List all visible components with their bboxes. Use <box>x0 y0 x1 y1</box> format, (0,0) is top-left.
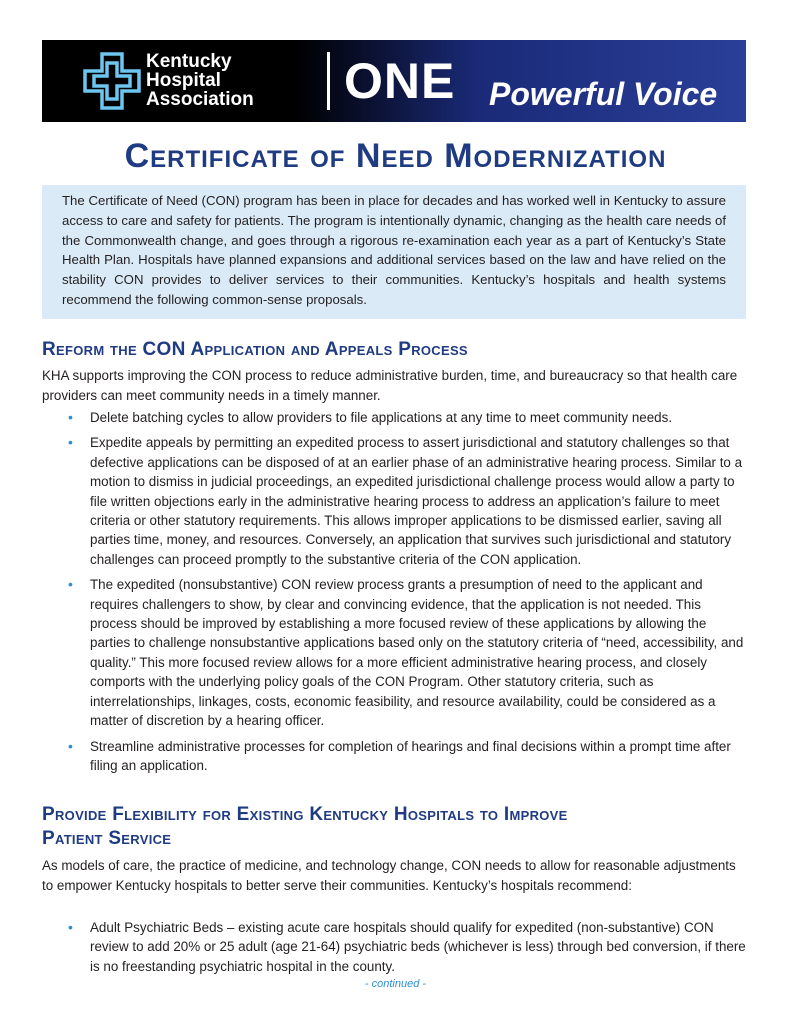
section-heading-reform: Reform the CON Application and Appeals Process <box>42 339 468 360</box>
list-item <box>42 575 746 730</box>
header-banner <box>42 40 746 122</box>
list-item-text: Adult Psychiatric Beds – existing acute care hospitals should qualify for expedited (non-substantive) CON review to add 20% or 25 adult (age 21-64) psychiatric beds (whichever is less) through bed conversion, if there is no freestanding psychiatric hospital in the county. <box>90 920 746 974</box>
section-heading-line-1: Provide Flexibility for Existing Kentucky Hospitals to Improve <box>42 804 568 825</box>
page-title: Certificate of Need Modernization <box>124 137 667 175</box>
logo-line-2: Hospital <box>146 70 221 91</box>
list-item-text: Streamline administrative processes for completion of hearings and final decisions within a prompt time after filing an application. <box>90 738 731 773</box>
section-lead-reform: KHA supports improving the CON process to reduce administrative burden, time, and bureaucracy so that health care providers can meet community needs in a timely manner. <box>42 368 738 403</box>
list-item <box>42 433 746 569</box>
list-item <box>42 918 746 976</box>
banner-divider <box>327 52 330 110</box>
intro-text: The Certificate of Need (CON) program has been in place for decades and has worked well in Kentucky to assure access to care and safety for patients. The program is intentionally dynamic, changing as the health care needs of the Commonwealth change, and goes through a rigorous re-examination each year as a part of Kentucky’s State Health Plan. Hospitals have planned expansions and additional services based on the law and have relied on the stability CON provides to deliver services to their communities. Kentucky’s hospitals and health systems recommend the following common-sense proposals. <box>62 193 726 307</box>
bullet-icon: • <box>68 409 73 425</box>
list-item-text: Delete batching cycles to allow providers to file applications at any time to meet community needs. <box>90 410 673 425</box>
list-item <box>42 737 746 776</box>
section-heading-flexibility <box>42 803 568 851</box>
intro-box <box>42 185 746 319</box>
bullet-icon: • <box>68 576 73 593</box>
bullet-list-flexibility <box>42 918 746 976</box>
logo-line-3: Association <box>146 89 254 110</box>
section-lead-flexibility: As models of care, the practice of medicine, and technology change, CON needs to allow for reasonable adjustments to empower Kentucky hospitals to better serve their communities. Kentucky’s hospitals recommend: <box>42 858 736 893</box>
bullet-list-reform <box>42 408 746 775</box>
bullet-icon: • <box>68 919 73 935</box>
continued-note: - continued - <box>364 978 427 990</box>
section-heading-line-2: Patient Service <box>42 828 172 849</box>
bullet-icon: • <box>68 434 73 451</box>
list-item-text: The expedited (nonsubstantive) CON review process grants a presumption of need to the applicant and requires challengers to show, by clear and convincing evidence, that the application is not needed. This process should be improved by establishing a more focused review of these applications by allowing the parties to challenge nonsubstantive applications based only on the statutory criteria of “need, accessibility, and quality.” This more focused review allows for a more efficient administrative hearing process, and closely comports with the underlying policy goals of the CON Program. Other statutory criteria, such as interrelationships, linkages, costs, economic feasibility, and resource availability, could be considered as a matter of discretion by a hearing officer. <box>90 577 744 729</box>
logo-line-1: Kentucky <box>146 51 232 72</box>
cross-logo-icon <box>82 51 142 111</box>
bullet-icon: • <box>68 737 73 754</box>
list-item <box>42 408 746 427</box>
banner-one: ONE <box>344 53 456 109</box>
list-item-text: Expedite appeals by permitting an expedited process to assert jurisdictional and statutory challenges so that defective applications can be disposed of at an earlier phase of an administrative hearing process. Similar to a motion to dismiss in judicial proceedings, an expedited jurisdictional challenge process would allow a party to file written objections early in the administrative hearing process to address an application’s failure to meet criteria or other statutory requirements. This allows improper applications to be dismissed earlier, saving all parties time, money, and resources. Conversely, an application that survives such jurisdictional and statutory challenges can proceed promptly to the substantive criteria of the CON application. <box>90 435 743 567</box>
banner-tagline: Powerful Voice <box>489 76 718 112</box>
logo-wordmark <box>146 52 254 109</box>
